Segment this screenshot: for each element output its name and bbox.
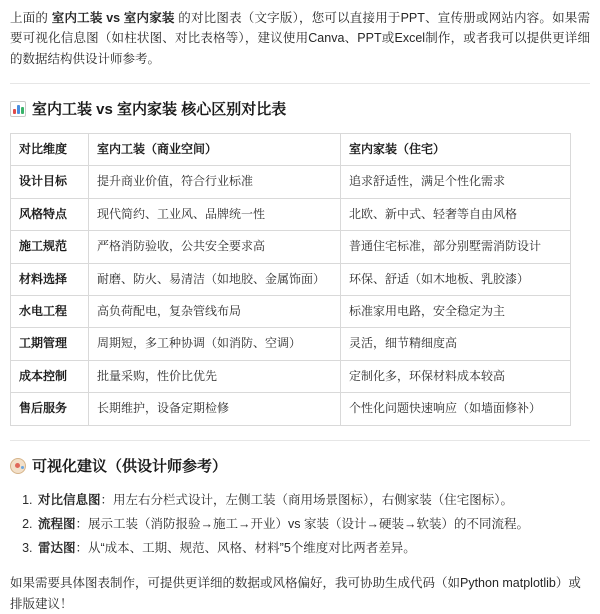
table-row xyxy=(11,198,571,230)
intro-prefix: 上面的 xyxy=(10,11,52,25)
intro-bold-term: 室内工装 vs 室内家装 xyxy=(51,11,175,25)
table-row xyxy=(11,393,571,425)
intro-paragraph xyxy=(10,8,590,69)
table-cell-commercial: 长期维护，设备定期检修 xyxy=(89,393,341,425)
table-cell-commercial: 严格消防验收，公共安全要求高 xyxy=(89,231,341,263)
closing-paragraph: 如果需要具体图表制作，可提供更详细的数据或风格偏好，我可协助生成代码（如Python matplotlib）或排版建议！ xyxy=(10,576,581,611)
table-cell-dimension: 成本控制 xyxy=(11,360,89,392)
table-cell-dimension: 设计目标 xyxy=(11,166,89,198)
table-cell-residential: 个性化问题快速响应（如墙面修补） xyxy=(341,393,571,425)
table-cell-residential: 标准家用电路，安全稳定为主 xyxy=(341,295,571,327)
table-row xyxy=(11,360,571,392)
section-divider-bottom xyxy=(10,440,590,441)
advice-list xyxy=(10,490,590,560)
advice-section-title xyxy=(10,455,590,478)
advice-item-label: 雷达图 xyxy=(38,540,76,555)
table-cell-commercial: 耐磨、防火、易清洁（如地胶、金属饰面） xyxy=(89,263,341,295)
list-item xyxy=(36,514,590,536)
comparison-title-text: 室内工装 vs 室内家装 核心区别对比表 xyxy=(32,100,287,118)
bar-chart-icon xyxy=(10,101,26,117)
comparison-table xyxy=(10,133,571,426)
advice-item-text: ：用左右分栏式设计，左侧工装（商用场景图标），右侧家装（住宅图标）。 xyxy=(100,492,514,507)
table-cell-residential: 灵活，细节精细度高 xyxy=(341,328,571,360)
table-cell-residential: 环保、舒适（如木地板、乳胶漆） xyxy=(341,263,571,295)
table-cell-commercial: 周期短，多工种协调（如消防、空调） xyxy=(89,328,341,360)
table-header-row xyxy=(11,134,571,166)
table-cell-residential: 北欧、新中式、轻奢等自由风格 xyxy=(341,198,571,230)
art-palette-icon xyxy=(10,458,26,474)
table-row xyxy=(11,295,571,327)
table-header-cell: 对比维度 xyxy=(11,134,89,166)
section-divider-top xyxy=(10,83,590,84)
table-cell-dimension: 售后服务 xyxy=(11,393,89,425)
table-cell-dimension: 风格特点 xyxy=(11,198,89,230)
table-cell-commercial: 提升商业价值，符合行业标准 xyxy=(89,166,341,198)
advice-item-label: 对比信息图 xyxy=(38,492,101,507)
table-cell-commercial: 高负荷配电，复杂管线布局 xyxy=(89,295,341,327)
intro-rest: 的对比图表（文字版），您可以直接用于PPT、宣传册或网站内容。如果需要可视化信息图（如柱状图、对比表格等），建议使用Canva、PPT或Excel制作，或者我可以提供更详细的数据结构供设计师参考。 xyxy=(10,11,590,66)
table-cell-residential: 普通住宅标准，部分别墅需消防设计 xyxy=(341,231,571,263)
list-item xyxy=(36,538,590,560)
advice-item-label: 流程图 xyxy=(38,516,76,531)
table-cell-dimension: 工期管理 xyxy=(11,328,89,360)
table-cell-residential: 定制化多，环保材料成本较高 xyxy=(341,360,571,392)
table-row xyxy=(11,166,571,198)
table-header-cell: 室内工装（商业空间） xyxy=(89,134,341,166)
table-cell-commercial: 现代简约、工业风、品牌统一性 xyxy=(89,198,341,230)
comparison-section-title xyxy=(10,98,590,121)
table-cell-commercial: 批量采购，性价比优先 xyxy=(89,360,341,392)
advice-title-text: 可视化建议（供设计师参考） xyxy=(32,457,228,475)
table-row xyxy=(11,231,571,263)
table-row xyxy=(11,263,571,295)
advice-item-text: ：展示工装（消防报验→施工→开业）vs 家装（设计→硬装→软装）的不同流程。 xyxy=(75,516,529,531)
list-item xyxy=(36,490,590,512)
advice-item-text: ：从“成本、工期、规范、风格、材料”5个维度对比两者差异。 xyxy=(75,540,416,555)
table-cell-dimension: 施工规范 xyxy=(11,231,89,263)
table-cell-residential: 追求舒适性，满足个性化需求 xyxy=(341,166,571,198)
table-cell-dimension: 材料选择 xyxy=(11,263,89,295)
table-header-cell: 室内家装（住宅） xyxy=(341,134,571,166)
table-row xyxy=(11,328,571,360)
table-cell-dimension: 水电工程 xyxy=(11,295,89,327)
